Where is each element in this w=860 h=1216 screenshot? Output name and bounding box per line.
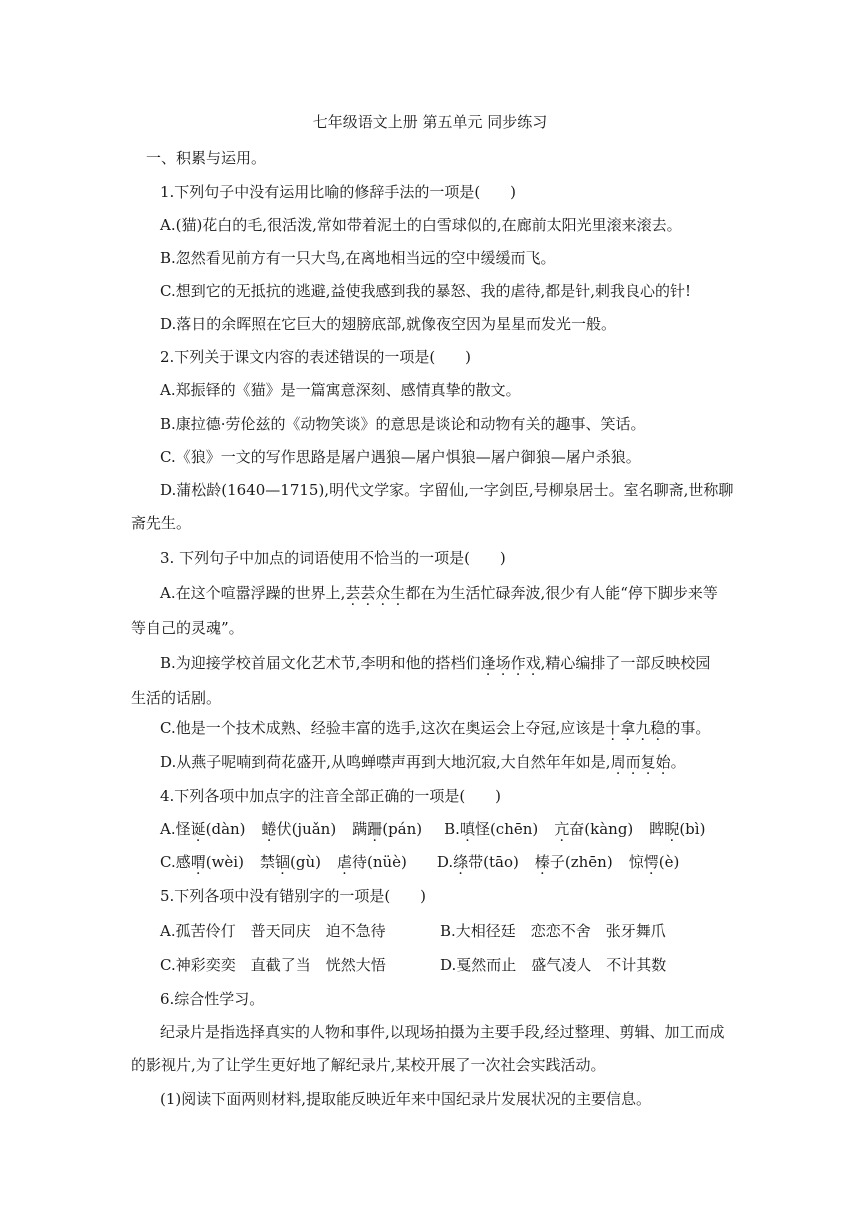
dotted-char: 绦: [453, 853, 469, 871]
dotted-char: 作: [510, 654, 526, 672]
item-text: (pán): [382, 820, 423, 838]
pinyin-item: [444, 820, 538, 838]
item-text: 睥: [649, 820, 665, 838]
question-6-paragraph-line1: 纪录片是指选择真实的人物和事件,以现场拍摄为主要手段,经过整理、剪辑、加工而成: [160, 1023, 725, 1041]
option-text: C.他是一个技术成熟、经验丰富的选手,这次在奥运会上夺冠,应该是: [160, 719, 606, 737]
dotted-char: 愕: [643, 853, 659, 871]
question-6-stem: 6.综合性学习。: [160, 990, 265, 1008]
item-text: D.: [436, 853, 454, 871]
dotted-char: 始: [655, 753, 671, 771]
dotted-char: 周: [610, 753, 626, 771]
question-3-option-b-line1: [160, 653, 710, 673]
question-2-stem: 2.下列关于课文内容的表述错误的一项是( ): [160, 348, 472, 366]
pinyin-item: [437, 853, 519, 871]
option-text: 都在为生活忙碌奔波,很少有人能“停下脚步来等: [405, 584, 718, 602]
question-2-option-d-line1: D.蒲松龄(1640—1715),明代文学家。字留仙,一字剑臣,号柳泉居士。室名聊斋,世称聊: [160, 481, 734, 499]
item-text: 带(tāo): [468, 853, 519, 871]
question-5-option-b: B.大相径廷 恋恋不舍 张牙舞爪: [440, 922, 666, 940]
item-text: 蹒: [352, 820, 368, 838]
pinyin-item: [629, 853, 680, 871]
dotted-char: 跚: [367, 820, 383, 838]
pinyin-item: [160, 853, 244, 871]
dotted-char: 十: [605, 719, 621, 737]
dotted-char: 戏: [525, 654, 541, 672]
question-4-stem: 4.下列各项中加点字的注音全部正确的一项是( ): [160, 787, 502, 805]
pinyin-item: [649, 820, 705, 838]
question-3-stem: 3. 下列句子中加点的词语使用不恰当的一项是( ): [160, 549, 506, 567]
item-text: (è): [658, 853, 680, 871]
dotted-char: 场: [495, 654, 511, 672]
question-1-option-a: A.(猫)花白的毛,很活泼,常如带着泥土的白雪球似的,在廊前太阳光里滚来滚去。: [160, 216, 682, 234]
item-text: C.感: [160, 853, 191, 871]
question-1-option-b: B.忽然看见前方有一只大鸟,在离地相当远的空中缓缓而飞。: [160, 249, 556, 267]
dotted-char: 芸: [345, 584, 361, 602]
dotted-char: 蜷: [261, 820, 277, 838]
dotted-char: 睨: [664, 820, 680, 838]
item-text: 惊: [628, 853, 644, 871]
pinyin-item: [260, 853, 321, 871]
dotted-char: 喟: [190, 853, 206, 871]
option-text: A.在这个喧嚣浮躁的世界上,: [160, 584, 346, 602]
option-text: ,精心编排了一部反映校园: [540, 654, 711, 672]
question-3-option-a-line2: 等自己的灵魂”。: [131, 619, 244, 637]
option-text: D.从燕子呢喃到荷花盛开,从鸣蝉噤声再到大地沉寂,大自然年年如是,: [160, 753, 611, 771]
question-1-option-c: C.想到它的无抵抗的逃避,益使我感到我的暴怒、我的虐待,都是针,刺我良心的针!: [160, 282, 692, 300]
item-text: B.: [444, 820, 460, 838]
dotted-char: 复: [640, 753, 656, 771]
question-2-option-b: B.康拉德·劳伦兹的《动物笑谈》的意思是谈论和动物有关的趣事、笑话。: [160, 415, 646, 433]
dotted-char: 而: [625, 753, 641, 771]
dotted-char: 生: [390, 584, 406, 602]
dotted-char: 虐: [336, 853, 352, 871]
section-heading: 一、积累与运用。: [146, 149, 267, 167]
question-3-option-a-line1: [160, 583, 718, 603]
pinyin-item: [262, 820, 337, 838]
option-text: 。: [670, 753, 686, 771]
item-text: 奋(kàng): [569, 820, 634, 838]
question-1-stem: 1.下列句子中没有运用比喻的修辞手法的一项是( ): [160, 183, 517, 201]
pinyin-item: [337, 853, 407, 871]
item-text: (dàn): [205, 820, 246, 838]
item-text: 怪(chēn): [474, 820, 539, 838]
dotted-char: 芸: [360, 584, 376, 602]
question-5-stem: 5.下列各项中没有错别字的一项是( ): [160, 887, 427, 905]
question-4-row-1: [160, 819, 705, 839]
question-3-option-d: [160, 752, 686, 772]
pinyin-item: [160, 820, 246, 838]
page-title: 七年级语文上册 第五单元 同步练习: [312, 113, 548, 131]
question-2-option-d-line2: 斋先生。: [131, 514, 192, 532]
question-6-subquestion-1: (1)阅读下面两则材料,提取能反映近年来中国纪录片发展状况的主要信息。: [160, 1090, 652, 1108]
dotted-char: 逢: [480, 654, 496, 672]
dotted-char: 嗔: [459, 820, 475, 838]
question-4-row-2: [160, 852, 679, 872]
question-3-option-c: [160, 718, 710, 738]
dotted-char: 拿: [620, 719, 636, 737]
dotted-char: 众: [375, 584, 391, 602]
dotted-char: 亢: [554, 820, 570, 838]
question-3-option-b-line2: 生活的话剧。: [131, 689, 222, 707]
question-6-paragraph-line2: 的影视片,为了让学生更好地了解纪录片,某校开展了一次社会实践活动。: [131, 1056, 606, 1074]
pinyin-item: [554, 820, 633, 838]
option-text: 的事。: [665, 719, 711, 737]
dotted-char: 榛: [534, 853, 550, 871]
item-text: 禁: [259, 853, 275, 871]
dotted-char: 锢: [274, 853, 290, 871]
item-text: (wèi): [205, 853, 244, 871]
dotted-char: 诞: [190, 820, 206, 838]
pinyin-item: [352, 820, 422, 838]
item-text: 待(nüè): [351, 853, 407, 871]
item-text: 伏(juǎn): [276, 820, 337, 838]
question-5-option-a: A.孤苦伶仃 普天同庆 迫不急待: [160, 922, 386, 940]
item-text: (gù): [289, 853, 321, 871]
option-text: B.为迎接学校首届文化艺术节,李明和他的搭档们: [160, 654, 481, 672]
item-text: 子(zhēn): [549, 853, 613, 871]
question-2-option-c: C.《狼》一文的写作思路是屠户遇狼—屠户惧狼—屠户御狼—屠户杀狼。: [160, 448, 641, 466]
pinyin-item: [535, 853, 613, 871]
question-1-option-d: D.落日的余晖照在它巨大的翅膀底部,就像夜空因为星星而发光一般。: [160, 315, 617, 333]
dotted-char: 稳: [650, 719, 666, 737]
question-5-option-d: D.戛然而止 盛气凌人 不计其数: [440, 956, 667, 974]
dotted-char: 九: [635, 719, 651, 737]
question-5-option-c: C.神彩奕奕 直截了当 恍然大悟: [160, 956, 386, 974]
question-2-option-a: A.郑振铎的《猫》是一篇寓意深刻、感情真挚的散文。: [160, 381, 521, 399]
item-text: (bì): [679, 820, 706, 838]
item-text: A.怪: [160, 820, 191, 838]
